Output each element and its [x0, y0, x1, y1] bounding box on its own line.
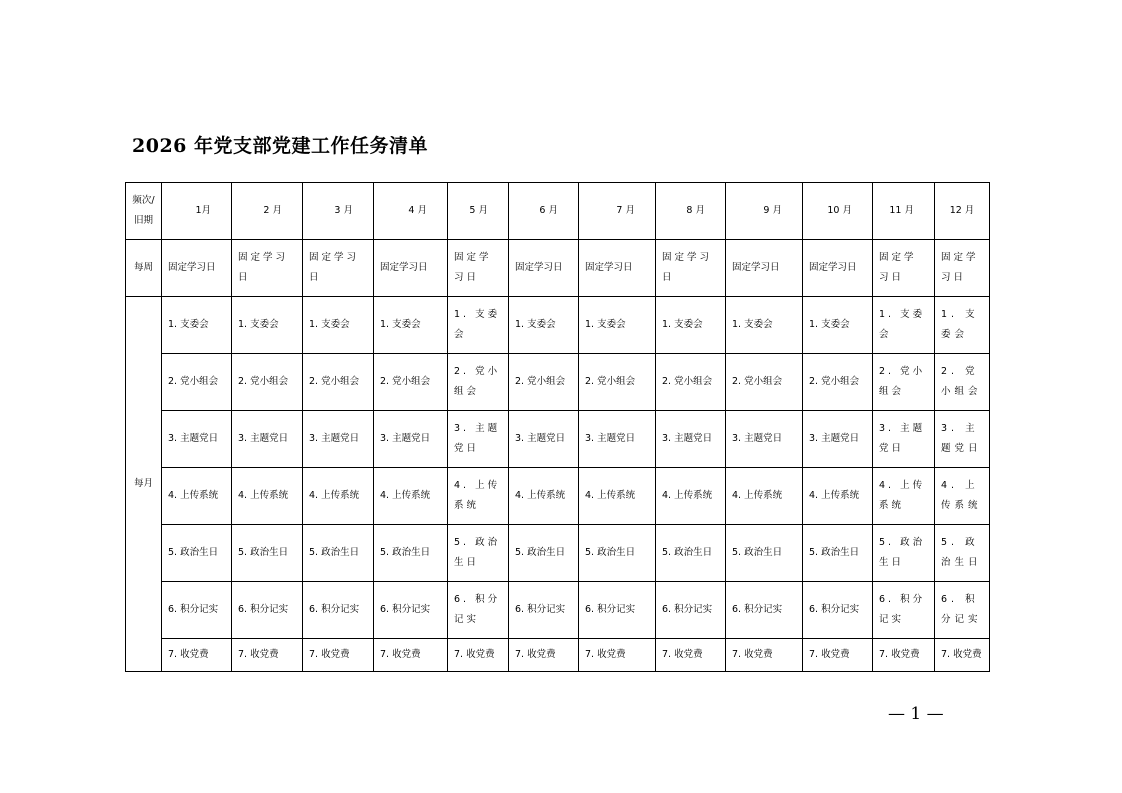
month-header-cell: 12 月 [935, 183, 990, 240]
monthly-task-cell: 2. 党小组会 [162, 354, 232, 411]
monthly-task-cell: 7. 收党费 [579, 639, 656, 672]
monthly-task-row [126, 582, 990, 639]
monthly-task-cell: 2. 党小组会 [509, 354, 579, 411]
monthly-task-cell: 5. 政治生日 [726, 525, 803, 582]
monthly-task-cell: 6. 积分记实 [448, 582, 509, 639]
monthly-task-cell: 2. 党小组会 [448, 354, 509, 411]
monthly-task-cell: 1. 支委会 [232, 297, 303, 354]
monthly-task-cell: 2. 党小组会 [873, 354, 935, 411]
month-header-cell: 10 月 [803, 183, 873, 240]
weekly-task-cell: 固定学习日 [232, 240, 303, 297]
monthly-task-cell: 7. 收党费 [374, 639, 448, 672]
monthly-task-cell: 7. 收党费 [162, 639, 232, 672]
monthly-task-cell: 2. 党小组会 [803, 354, 873, 411]
monthly-task-row [126, 297, 990, 354]
monthly-task-cell: 3. 主题党日 [374, 411, 448, 468]
month-header-cell: 9 月 [726, 183, 803, 240]
monthly-task-cell: 4. 上传系统 [656, 468, 726, 525]
monthly-task-cell: 6. 积分记实 [803, 582, 873, 639]
monthly-task-row [126, 411, 990, 468]
monthly-task-cell: 1. 支委会 [509, 297, 579, 354]
monthly-task-cell: 6. 积分记实 [579, 582, 656, 639]
monthly-task-cell: 1. 支委会 [374, 297, 448, 354]
monthly-task-cell: 5. 政治生日 [303, 525, 374, 582]
monthly-task-row [126, 354, 990, 411]
monthly-task-cell: 2. 党小组会 [656, 354, 726, 411]
monthly-task-cell: 1. 支委会 [448, 297, 509, 354]
monthly-task-cell: 7. 收党费 [303, 639, 374, 672]
monthly-frequency-label: 每月 [126, 297, 162, 672]
month-header-cell: 2 月 [232, 183, 303, 240]
weekly-task-cell: 固定学习日 [935, 240, 990, 297]
monthly-task-cell: 1. 支委会 [579, 297, 656, 354]
monthly-task-cell: 2. 党小组会 [579, 354, 656, 411]
weekly-task-cell: 固定学习日 [303, 240, 374, 297]
monthly-task-cell: 4. 上传系统 [726, 468, 803, 525]
monthly-task-cell: 6. 积分记实 [935, 582, 990, 639]
weekly-task-cell: 固定学习日 [448, 240, 509, 297]
monthly-task-cell: 1. 支委会 [803, 297, 873, 354]
month-header-cell: 11 月 [873, 183, 935, 240]
weekly-task-cell: 固定学习日 [162, 240, 232, 297]
monthly-task-cell: 1. 支委会 [726, 297, 803, 354]
monthly-task-cell: 1. 支委会 [162, 297, 232, 354]
monthly-task-cell: 3. 主题党日 [448, 411, 509, 468]
monthly-task-cell: 5. 政治生日 [579, 525, 656, 582]
monthly-task-cell: 6. 积分记实 [303, 582, 374, 639]
table-header-row [126, 183, 990, 240]
weekly-frequency-label: 每周 [126, 240, 162, 297]
monthly-task-cell: 4. 上传系统 [162, 468, 232, 525]
monthly-task-row [126, 639, 990, 672]
weekly-task-cell: 固定学习日 [656, 240, 726, 297]
monthly-task-cell: 4. 上传系统 [232, 468, 303, 525]
monthly-task-cell: 2. 党小组会 [726, 354, 803, 411]
weekly-task-cell: 固定学习日 [803, 240, 873, 297]
monthly-task-cell: 6. 积分记实 [726, 582, 803, 639]
monthly-task-cell: 1. 支委会 [656, 297, 726, 354]
month-header-cell: 1月 [162, 183, 232, 240]
task-table [125, 182, 990, 672]
monthly-task-cell: 4. 上传系统 [303, 468, 374, 525]
monthly-task-cell: 7. 收党费 [448, 639, 509, 672]
month-header-cell: 8 月 [656, 183, 726, 240]
monthly-task-cell: 1. 支委会 [935, 297, 990, 354]
weekly-task-cell: 固定学习日 [509, 240, 579, 297]
corner-header-cell: 频次/旧期 [126, 183, 162, 240]
document-title: 2026 年党支部党建工作任务清单 [132, 135, 428, 157]
weekly-task-cell: 固定学习日 [726, 240, 803, 297]
monthly-task-cell: 5. 政治生日 [232, 525, 303, 582]
month-header-cell: 7 月 [579, 183, 656, 240]
month-header-cell: 5 月 [448, 183, 509, 240]
monthly-task-cell: 7. 收党费 [232, 639, 303, 672]
monthly-task-cell: 5. 政治生日 [935, 525, 990, 582]
monthly-task-cell: 3. 主题党日 [579, 411, 656, 468]
monthly-task-cell: 7. 收党费 [873, 639, 935, 672]
page-number: — 1 — [888, 704, 944, 724]
monthly-task-cell: 4. 上传系统 [579, 468, 656, 525]
monthly-task-cell: 1. 支委会 [873, 297, 935, 354]
monthly-task-cell: 5. 政治生日 [873, 525, 935, 582]
monthly-task-cell: 3. 主题党日 [509, 411, 579, 468]
weekly-task-cell: 固定学习日 [873, 240, 935, 297]
weekly-task-cell: 固定学习日 [579, 240, 656, 297]
monthly-task-cell: 5. 政治生日 [509, 525, 579, 582]
monthly-task-cell: 4. 上传系统 [935, 468, 990, 525]
monthly-task-cell: 5. 政治生日 [448, 525, 509, 582]
monthly-task-row [126, 468, 990, 525]
monthly-task-cell: 7. 收党费 [656, 639, 726, 672]
month-header-cell: 3 月 [303, 183, 374, 240]
monthly-task-cell: 5. 政治生日 [803, 525, 873, 582]
task-table-body [126, 183, 990, 672]
monthly-task-cell: 2. 党小组会 [935, 354, 990, 411]
monthly-task-cell: 4. 上传系统 [803, 468, 873, 525]
monthly-task-cell: 4. 上传系统 [873, 468, 935, 525]
monthly-task-cell: 3. 主题党日 [303, 411, 374, 468]
monthly-task-cell: 2. 党小组会 [232, 354, 303, 411]
monthly-task-cell: 4. 上传系统 [374, 468, 448, 525]
monthly-task-row [126, 525, 990, 582]
monthly-task-cell: 6. 积分记实 [509, 582, 579, 639]
monthly-task-cell: 6. 积分记实 [374, 582, 448, 639]
monthly-task-cell: 3. 主题党日 [656, 411, 726, 468]
monthly-task-cell: 2. 党小组会 [303, 354, 374, 411]
monthly-task-cell: 5. 政治生日 [656, 525, 726, 582]
monthly-task-cell: 6. 积分记实 [162, 582, 232, 639]
monthly-task-cell: 2. 党小组会 [374, 354, 448, 411]
monthly-task-cell: 6. 积分记实 [656, 582, 726, 639]
monthly-task-cell: 6. 积分记实 [873, 582, 935, 639]
monthly-task-cell: 5. 政治生日 [374, 525, 448, 582]
monthly-task-cell: 7. 收党费 [803, 639, 873, 672]
monthly-task-cell: 4. 上传系统 [448, 468, 509, 525]
monthly-task-cell: 3. 主题党日 [232, 411, 303, 468]
month-header-cell: 4 月 [374, 183, 448, 240]
monthly-task-cell: 3. 主题党日 [873, 411, 935, 468]
monthly-task-cell: 7. 收党费 [509, 639, 579, 672]
monthly-task-cell: 4. 上传系统 [509, 468, 579, 525]
weekly-row [126, 240, 990, 297]
monthly-task-cell: 3. 主题党日 [803, 411, 873, 468]
month-header-cell: 6 月 [509, 183, 579, 240]
weekly-task-cell: 固定学习日 [374, 240, 448, 297]
monthly-task-cell: 7. 收党费 [726, 639, 803, 672]
monthly-task-cell: 3. 主题党日 [726, 411, 803, 468]
monthly-task-cell: 7. 收党费 [935, 639, 990, 672]
monthly-task-cell: 6. 积分记实 [232, 582, 303, 639]
monthly-task-cell: 5. 政治生日 [162, 525, 232, 582]
monthly-task-cell: 3. 主题党日 [162, 411, 232, 468]
monthly-task-cell: 1. 支委会 [303, 297, 374, 354]
monthly-task-cell: 3. 主题党日 [935, 411, 990, 468]
